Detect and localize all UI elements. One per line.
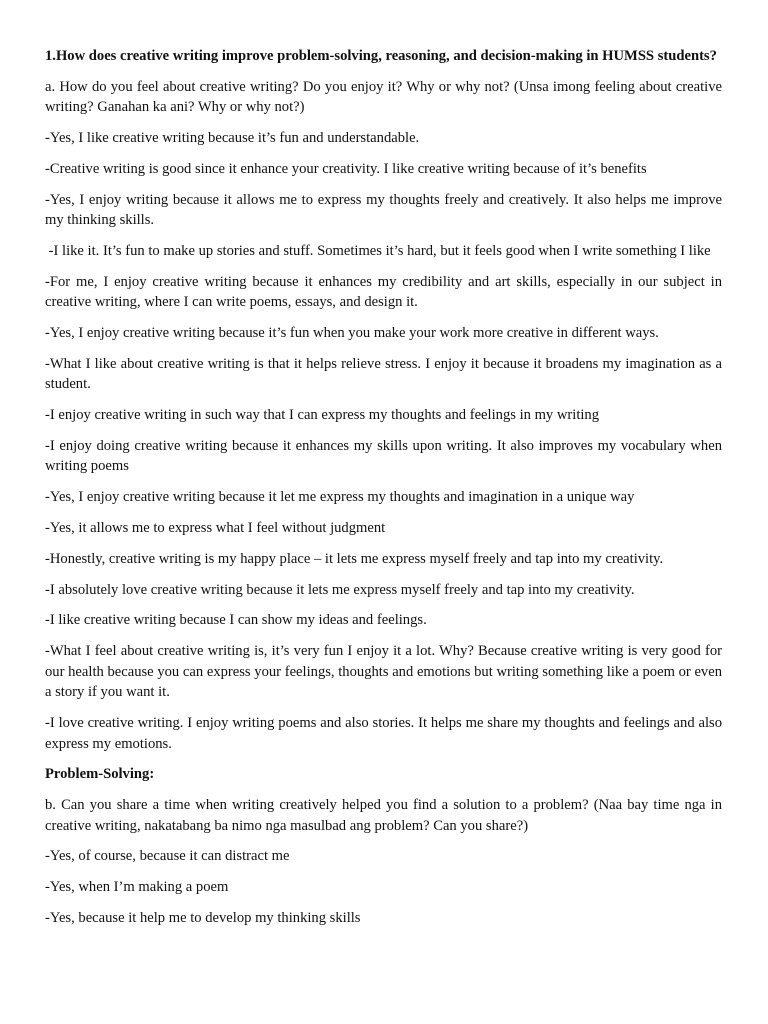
answer-a-14: -I like creative writing because I can show my ideas and feelings. xyxy=(45,612,427,629)
answer-a-6: -Yes, I enjoy creative writing because it’s fun when you make your work more creative in different ways. xyxy=(45,325,659,342)
answer-a-5: -For me, I enjoy creative writing because it enhances my credibility and art skills, especially in our subject in creative writing, where I can write poems, essays, and design it. xyxy=(45,273,722,311)
answer-b-3: -Yes, because it help me to develop my thinking skills xyxy=(45,910,361,927)
answer-a-2: -Creative writing is good since it enhance your creativity. I like creative writing because of it’s benefits xyxy=(45,160,647,177)
answer-a-10: -Yes, I enjoy creative writing because it let me express my thoughts and imagination in a unique way xyxy=(45,489,635,506)
question-a: a. How do you feel about creative writing? Do you enjoy it? Why or why not? (Unsa imong feeling about creative writing? Ganahan ka ani? Why or why not?) xyxy=(45,78,722,116)
section-heading-problem-solving: Problem-Solving: xyxy=(45,766,155,783)
answer-a-12: -Honestly, creative writing is my happy place – it lets me express myself freely and tap into my creativity. xyxy=(45,550,664,567)
answer-a-9: -I enjoy doing creative writing because it enhances my skills upon writing. It also improves my vocabulary when writing poems xyxy=(45,437,722,475)
question-heading: 1.How does creative writing improve problem-solving, reasoning, and decision-making in HUMSS students? xyxy=(45,48,717,64)
answer-a-1: -Yes, I like creative writing because it’s fun and understandable. xyxy=(45,130,420,147)
answer-a-11: -Yes, it allows me to express what I feel without judgment xyxy=(45,520,386,537)
answer-a-13: -I absolutely love creative writing because it lets me express myself freely and tap into my creativity. xyxy=(45,581,635,598)
answer-a-7: -What I like about creative writing is that it helps relieve stress. I enjoy it because it broadens my imagination as a student. xyxy=(45,355,722,393)
answer-a-16: -I love creative writing. I enjoy writing poems and also stories. It helps me share my thoughts and feelings and also express my emotions. xyxy=(45,715,722,752)
answer-a-15: -What I feel about creative writing is, it’s very fun I enjoy it a lot. Why? Because creative writing is very good for our health because you can express your feelings, thoughts and emotions but writing something like a poem or even a story if you want it. xyxy=(45,643,722,701)
answer-a-3: -Yes, I enjoy writing because it allows me to express my thoughts freely and creatively. It also helps me improve my thinking skills. xyxy=(45,191,722,229)
question-b: b. Can you share a time when writing creatively helped you find a solution to a problem? (Naa bay time nga in creative writing, nakatabang ba nimo nga masulbad ang problem? Can you share?) xyxy=(45,797,722,834)
answer-b-2: -Yes, when I’m making a poem xyxy=(45,879,229,896)
answer-b-1: -Yes, of course, because it can distract me xyxy=(45,848,290,865)
answer-a-8: -I enjoy creative writing in such way that I can express my thoughts and feelings in my writing xyxy=(45,407,600,424)
answer-a-4: -I like it. It’s fun to make up stories and stuff. Sometimes it’s hard, but it feels good when I write something I like xyxy=(45,242,711,259)
